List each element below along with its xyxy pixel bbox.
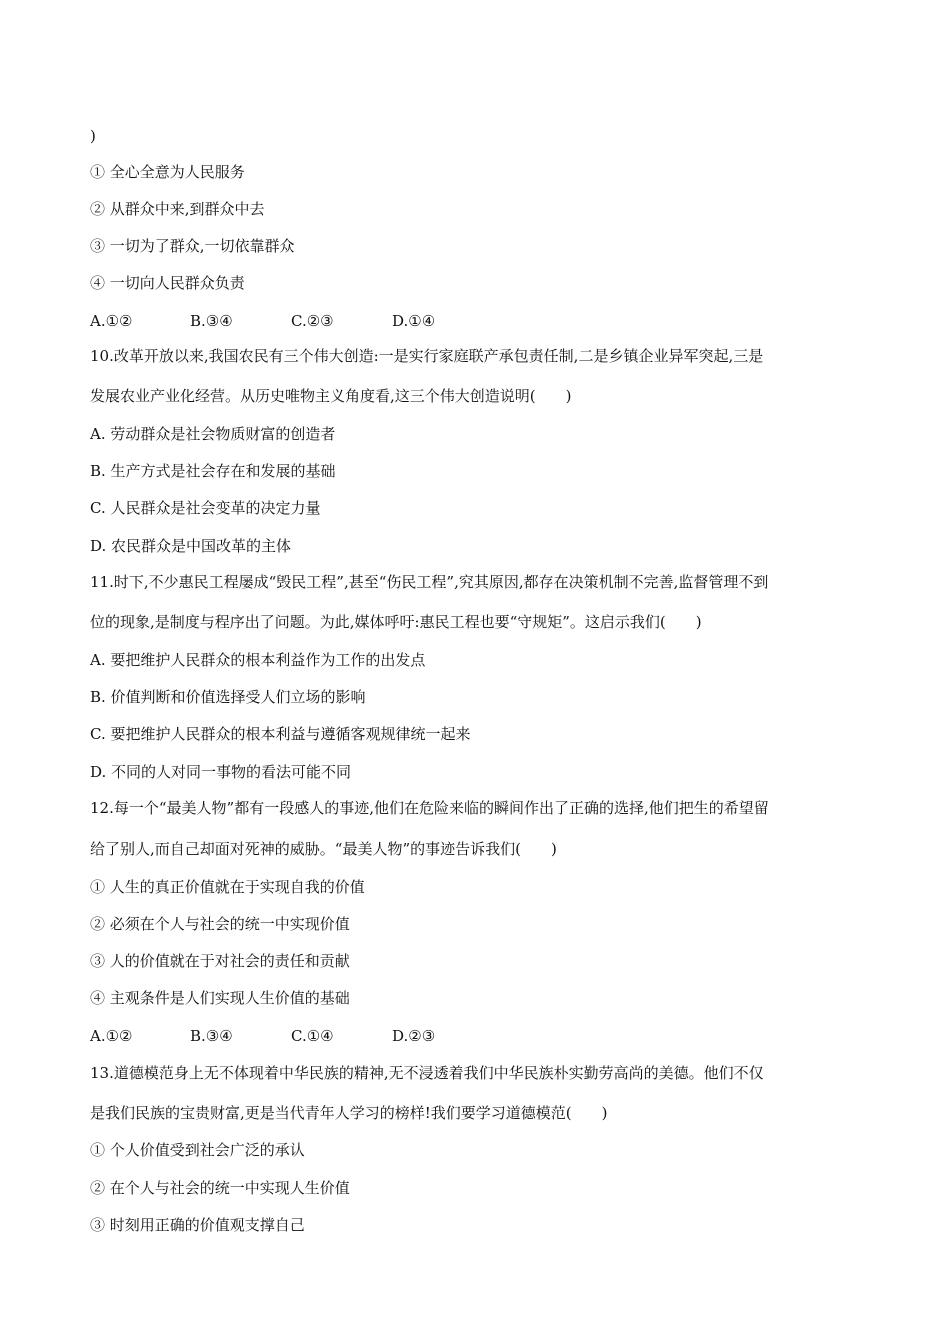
q12-option-b: B.③④ (190, 1027, 233, 1045)
q11-stem-line-2: 位的现象,是制度与程序出了问题。为此,媒体呼吁:惠民工程也要“守规矩”。这启示我们( ) (90, 613, 702, 631)
q13-item-3: ③ 时刻用正确的价值观支撑自己 (90, 1216, 305, 1234)
q9-option-b: B.③④ (190, 312, 233, 330)
continuation-paren: ) (90, 127, 96, 145)
q10-option-c: C. 人民群众是社会变革的决定力量 (90, 499, 321, 517)
q13-stem-line-1: 13.道德模范身上无不体现着中华民族的精神,无不浸透着我们中华民族朴实勤劳高尚的美德。他们不仅 (90, 1064, 764, 1082)
q10-option-b: B. 生产方式是社会存在和发展的基础 (90, 462, 336, 480)
q9-option-d: D.①④ (392, 312, 436, 330)
q11-option-a: A. 要把维护人民群众的根本利益作为工作的出发点 (90, 651, 426, 669)
q12-item-3: ③ 人的价值就在于对社会的责任和贡献 (90, 952, 350, 970)
q10-stem-line-2: 发展农业产业化经营。从历史唯物主义角度看,这三个伟大创造说明( ) (90, 387, 572, 405)
q13-item-2: ② 在个人与社会的统一中实现人生价值 (90, 1179, 350, 1197)
q12-item-1: ① 人生的真正价值就在于实现自我的价值 (90, 878, 365, 896)
q12-option-d: D.②③ (392, 1027, 436, 1045)
q13-stem-line-2: 是我们民族的宝贵财富,更是当代青年人学习的榜样!我们要学习道德模范( ) (90, 1104, 608, 1122)
q10-option-d: D. 农民群众是中国改革的主体 (90, 537, 292, 555)
q12-item-4: ④ 主观条件是人们实现人生价值的基础 (90, 989, 350, 1007)
q11-option-d: D. 不同的人对同一事物的看法可能不同 (90, 763, 352, 781)
q12-option-a: A.①② (90, 1027, 133, 1045)
q9-item-3: ③ 一切为了群众,一切依靠群众 (90, 237, 295, 255)
q9-item-4: ④ 一切向人民群众负责 (90, 274, 245, 292)
q13-item-1: ① 个人价值受到社会广泛的承认 (90, 1141, 305, 1159)
q11-stem-line-1: 11.时下,不少惠民工程屡成“毁民工程”,甚至“伤民工程”,究其原因,都存在决策机制不完善,监督管理不到 (90, 573, 769, 591)
q9-option-c: C.②③ (291, 312, 334, 330)
q12-option-c: C.①④ (291, 1027, 334, 1045)
q11-option-c: C. 要把维护人民群众的根本利益与遵循客观规律统一起来 (90, 725, 471, 743)
q11-option-b: B. 价值判断和价值选择受人们立场的影响 (90, 688, 366, 706)
q9-item-1: ① 全心全意为人民服务 (90, 163, 245, 181)
q12-item-2: ② 必须在个人与社会的统一中实现价值 (90, 915, 350, 933)
q10-option-a: A. 劳动群众是社会物质财富的创造者 (90, 425, 336, 443)
q9-option-a: A.①② (90, 312, 133, 330)
q9-item-2: ② 从群众中来,到群众中去 (90, 200, 265, 218)
q10-stem-line-1: 10.改革开放以来,我国农民有三个伟大创造:一是实行家庭联产承包责任制,二是乡镇企业异军突起,三是 (90, 347, 764, 365)
q12-stem-line-1: 12.每一个“最美人物”都有一段感人的事迹,他们在危险来临的瞬间作出了正确的选择,他们把生的希望留 (90, 799, 769, 817)
q12-stem-line-2: 给了别人,而自己却面对死神的威胁。“最美人物”的事迹告诉我们( ) (90, 840, 557, 858)
